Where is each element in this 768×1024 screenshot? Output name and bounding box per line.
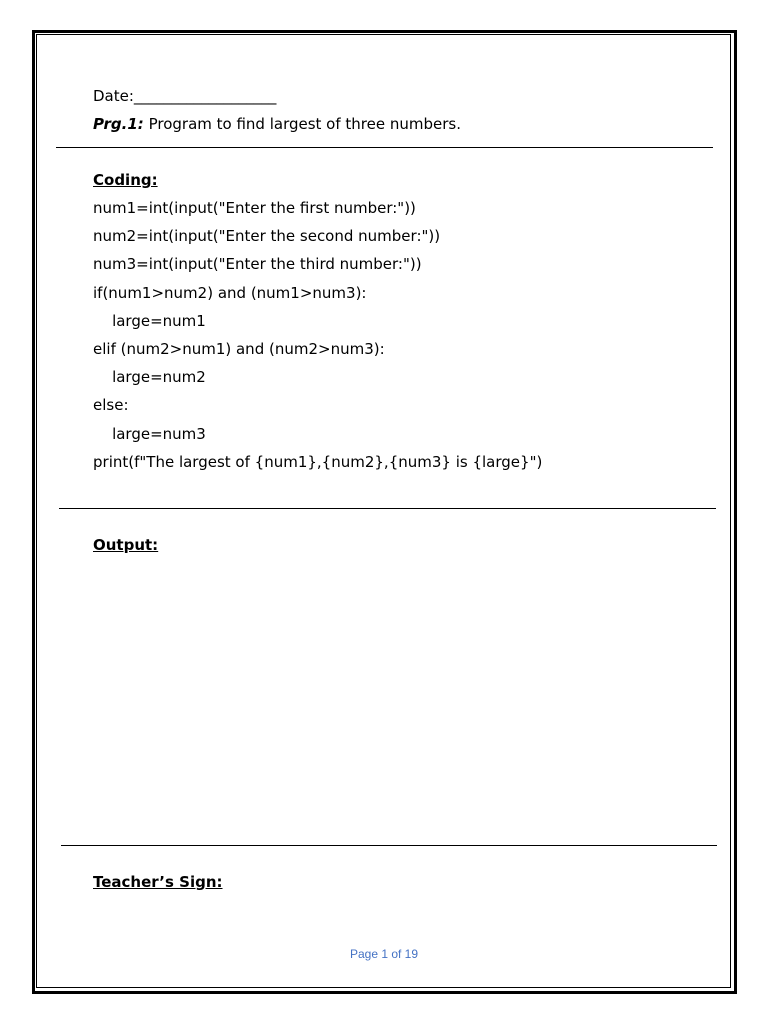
code-line: num2=int(input("Enter the second number:")) xyxy=(93,227,441,246)
output-sign-divider xyxy=(61,845,717,846)
code-listing xyxy=(93,198,542,480)
code-line: large=num3 xyxy=(93,424,206,443)
teacher-sign-heading: Teacher’s Sign: xyxy=(93,873,223,891)
code-line: if(num1>num2) and (num1>num3): xyxy=(93,283,367,302)
code-line: elif (num2>num1) and (num2>num3): xyxy=(93,339,385,358)
header-divider xyxy=(56,147,713,148)
output-heading: Output: xyxy=(93,536,159,554)
code-line: num1=int(input("Enter the first number:")) xyxy=(93,199,416,217)
coding-heading: Coding: xyxy=(93,171,158,189)
code-line: else: xyxy=(93,396,129,415)
page-number: Page 1 of 19 xyxy=(349,947,419,961)
code-line: num3=int(input("Enter the third number:")) xyxy=(93,255,422,274)
date-field: Date:___________________ xyxy=(93,87,277,105)
code-line: large=num2 xyxy=(93,368,206,387)
code-output-divider xyxy=(59,508,716,509)
code-line: large=num1 xyxy=(93,311,206,330)
program-heading xyxy=(93,114,461,134)
program-title: Program to find largest of three numbers. xyxy=(143,115,461,133)
code-line: print(f"The largest of {num1},{num2},{num3} is {large}") xyxy=(93,452,543,471)
program-number-label: Prg.1: xyxy=(93,115,144,133)
